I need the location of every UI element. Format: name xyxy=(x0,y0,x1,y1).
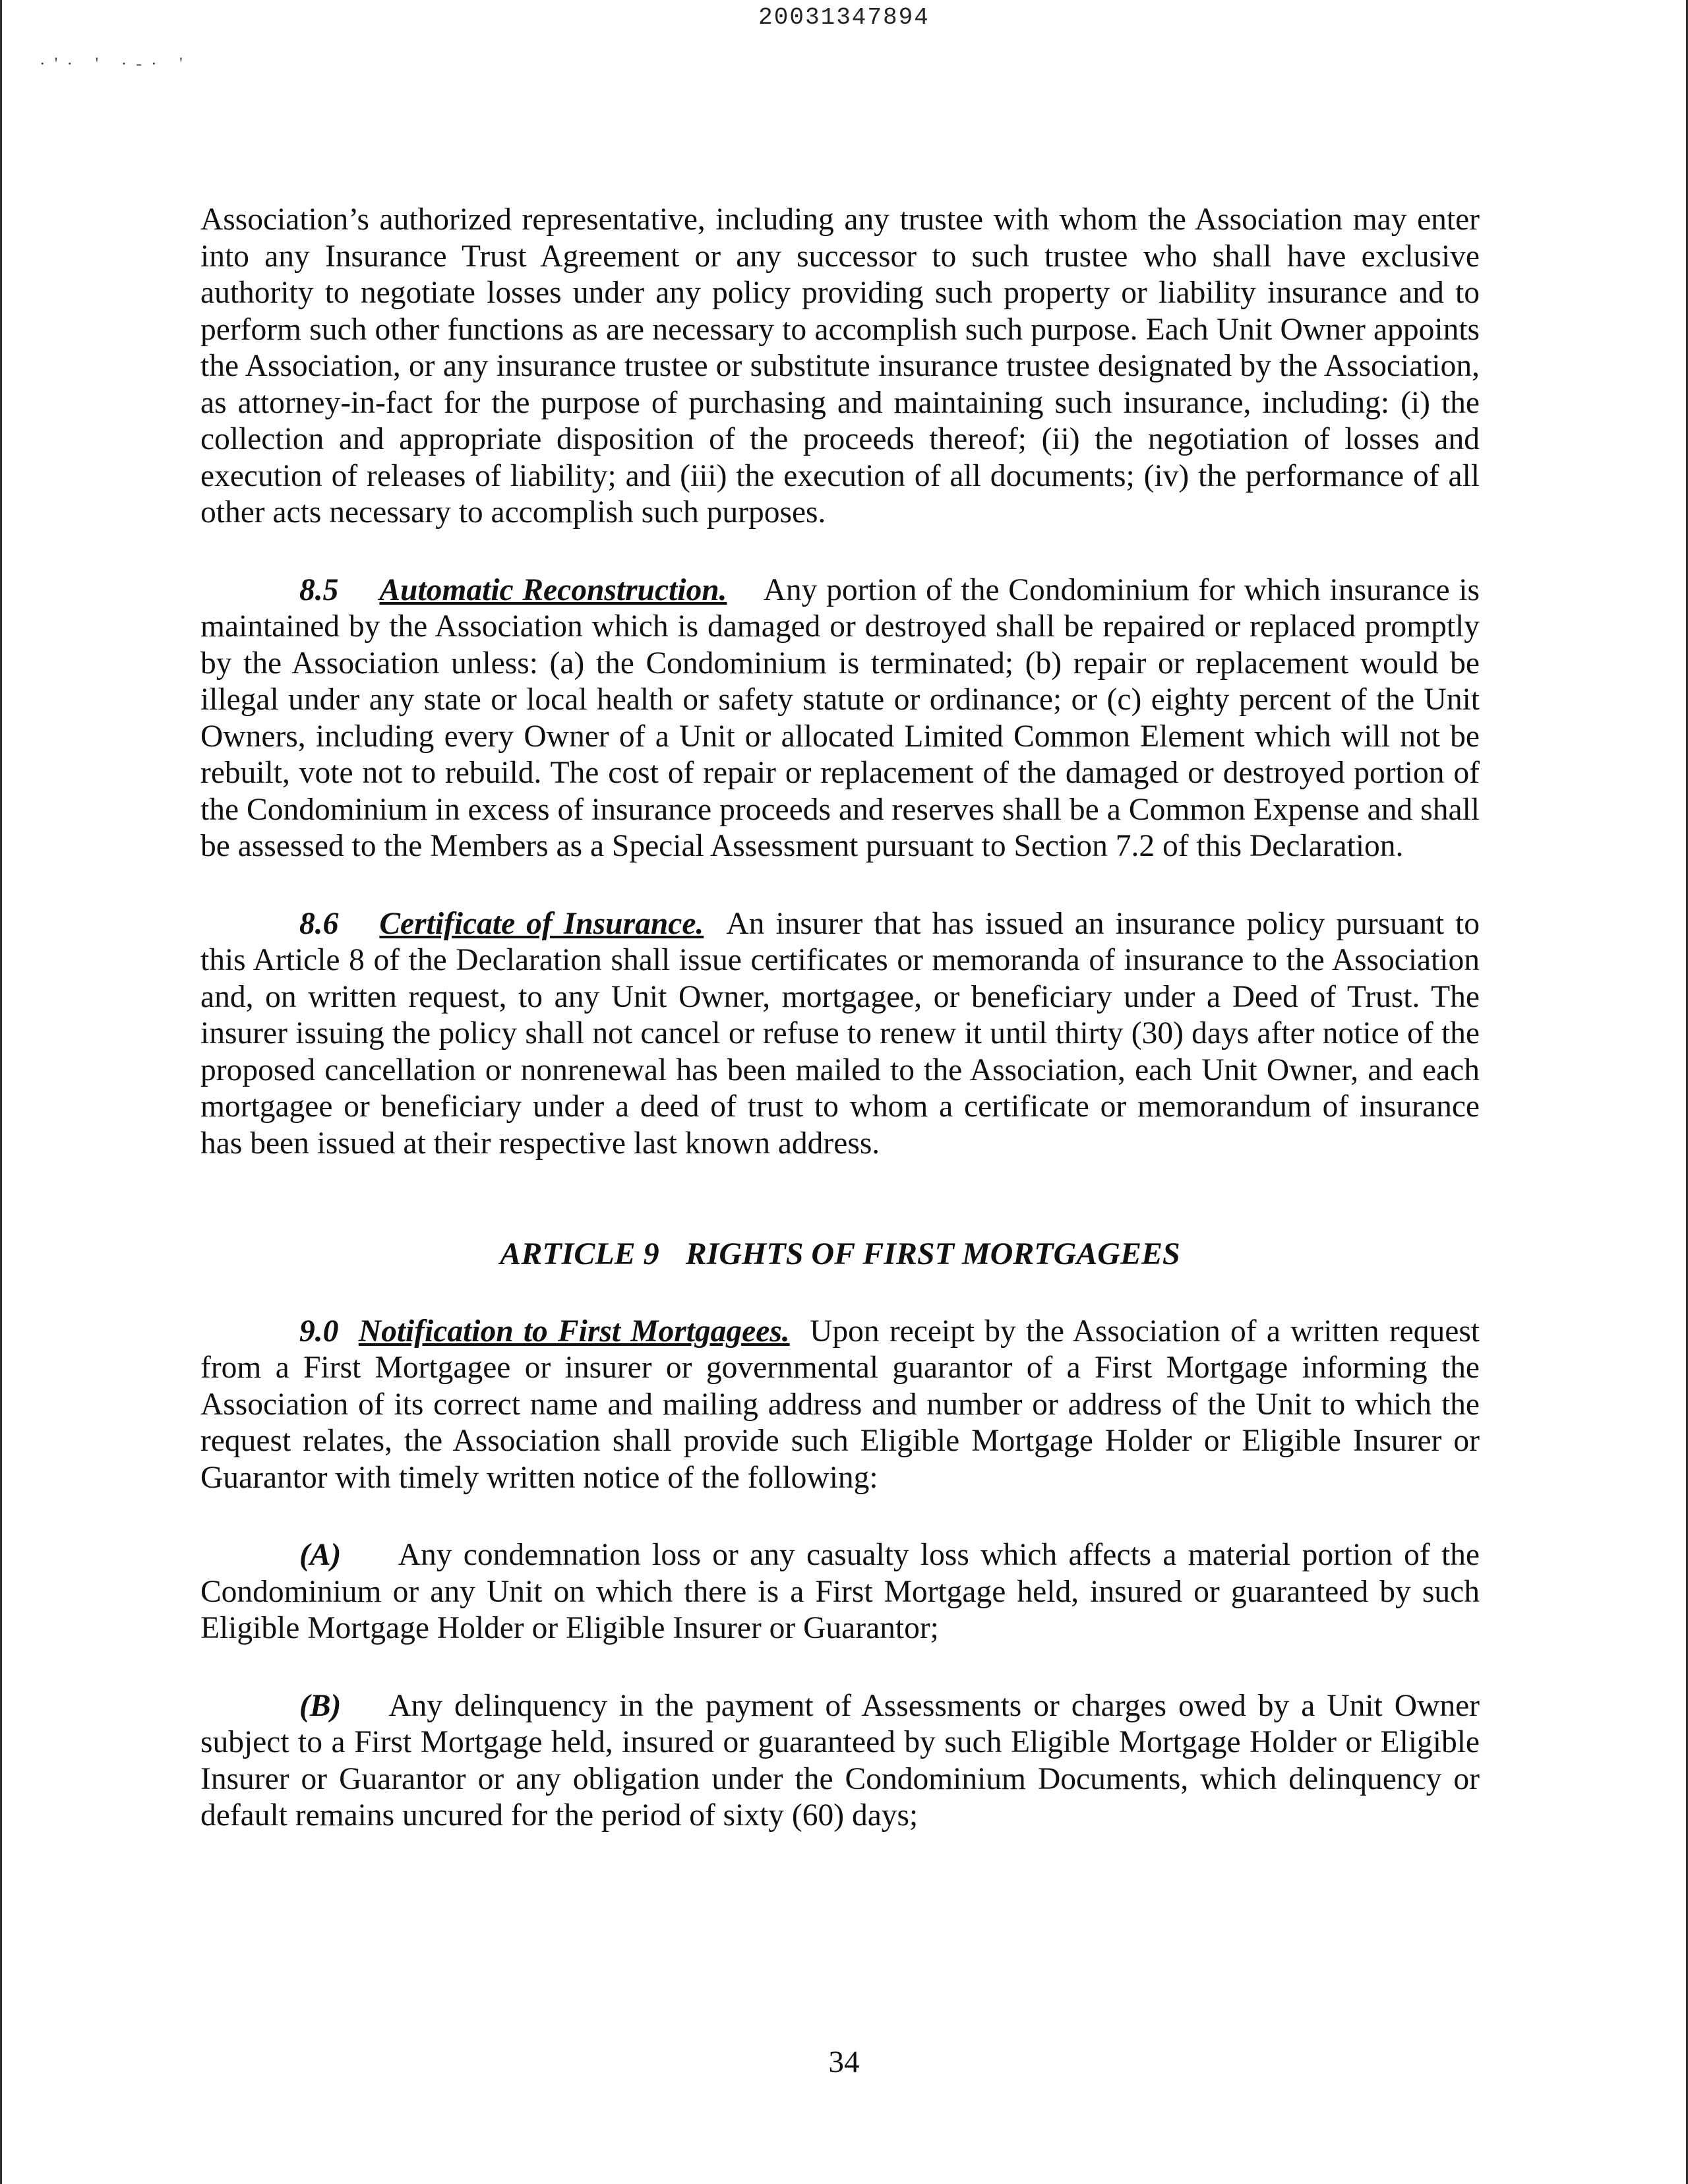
item-body: Any condemnation loss or any casualty loss which affects a material portion of the Condominium or any Unit on which there is a First Mortgage held, insured or guaranteed by such Eligible Mortgage Holder or Eligible Insurer or Guarantor; xyxy=(200,1538,1480,1645)
article-heading xyxy=(200,1236,1480,1273)
list-item-b xyxy=(200,1688,1480,1835)
item-body: Any delinquency in the payment of Assessments or charges owed by a Unit Owner subject to a First Mortgage held, insured or guaranteed by such Eligible Mortgage Holder or Eligible Insurer or Guarantor or any obligation under the Condominium Documents, which delinquency or default remains uncured for the period of sixty (60) days; xyxy=(200,1688,1480,1833)
page-number: 34 xyxy=(828,2045,860,2079)
paragraph-intro: Association’s authorized representative, including any trustee with whom the Association may enter into any Insurance Trust Agreement or any successor to such trustee who shall have exclusive authority to negotiate losses under any policy providing such property or liability insurance and to perform such other functions as are necessary to accomplish such purpose. Each Unit Owner appoints the Association, or any insurance trustee or substitute insurance trustee designated by the Association, as attorney-in-fact for the purpose of purchasing and maintaining such insurance, including: (i) the collection and appropriate disposition of the proceeds thereof; (ii) the negotiation of losses and execution of releases of liability; and (iii) the execution of all documents; (iv) the performance of all other acts necessary to accomplish such purposes. xyxy=(200,202,1480,530)
left-page-edge xyxy=(0,0,2,2184)
section-number: 8.5 xyxy=(299,572,339,607)
article-title: RIGHTS OF FIRST MORTGAGEES xyxy=(685,1236,1180,1271)
section-title: Notification to First Mortgagees. xyxy=(358,1314,790,1349)
section-body: Upon receipt by the Association of a written request from a First Mortgagee or insurer or governmental guarantor of a First Mortgage informing the Association of its correct name and mailing address and number or address of the Unit to which the request relates, the Association shall provide such Eligible Mortgage Holder or Eligible Insurer or Guarantor with timely written notice of the following: xyxy=(200,1314,1480,1495)
item-label: (B) xyxy=(299,1688,342,1723)
section-title: Certificate of Insurance. xyxy=(379,906,704,941)
section-body: An insurer that has issued an insurance policy pursuant to this Article 8 of the Declaration shall issue certificates or memoranda of insurance to the Association and, on written request, to any Unit Owner, mortgagee, or beneficiary under a Deed of Trust. The insurer issuing the policy shall not cancel or refuse to renew it until thirty (30) days after notice of the proposed cancellation or nonrenewal has been mailed to the Association, each Unit Owner, and each mortgagee or beneficiary under a deed of trust to whom a certificate or memorandum of insurance has been issued at their respective last known address. xyxy=(200,906,1480,1161)
section-8-6 xyxy=(200,906,1480,1163)
document-id: 20031347894 xyxy=(758,4,930,31)
section-number: 8.6 xyxy=(299,906,339,941)
article-label: ARTICLE 9 xyxy=(500,1236,659,1271)
item-label: (A) xyxy=(299,1538,342,1572)
section-9-0 xyxy=(200,1314,1480,1497)
list-item-a xyxy=(200,1537,1480,1647)
document-body xyxy=(200,202,1480,1835)
section-8-5 xyxy=(200,572,1480,865)
scan-artifacts: ·'· ' ·-· ' xyxy=(40,54,192,73)
section-body: Any portion of the Condominium for which insurance is maintained by the Association which is damaged or destroyed shall be repaired or replaced promptly by the Association unless: (a) the Condominium is terminated; (b) repair or replacement would be illegal under any state or local health or safety statute or ordinance; or (c) eighty percent of the Unit Owners, including every Owner of a Unit or allocated Limited Common Element which will not be rebuilt, vote not to rebuild. The cost of repair or replacement of the damaged or destroyed portion of the Condominium in excess of insurance proceeds and reserves shall be a Common Expense and shall be assessed to the Members as a Special Assessment pursuant to Section 7.2 of this Declaration. xyxy=(200,572,1480,863)
section-number: 9.0 xyxy=(299,1314,339,1349)
section-title: Automatic Reconstruction. xyxy=(379,572,727,607)
